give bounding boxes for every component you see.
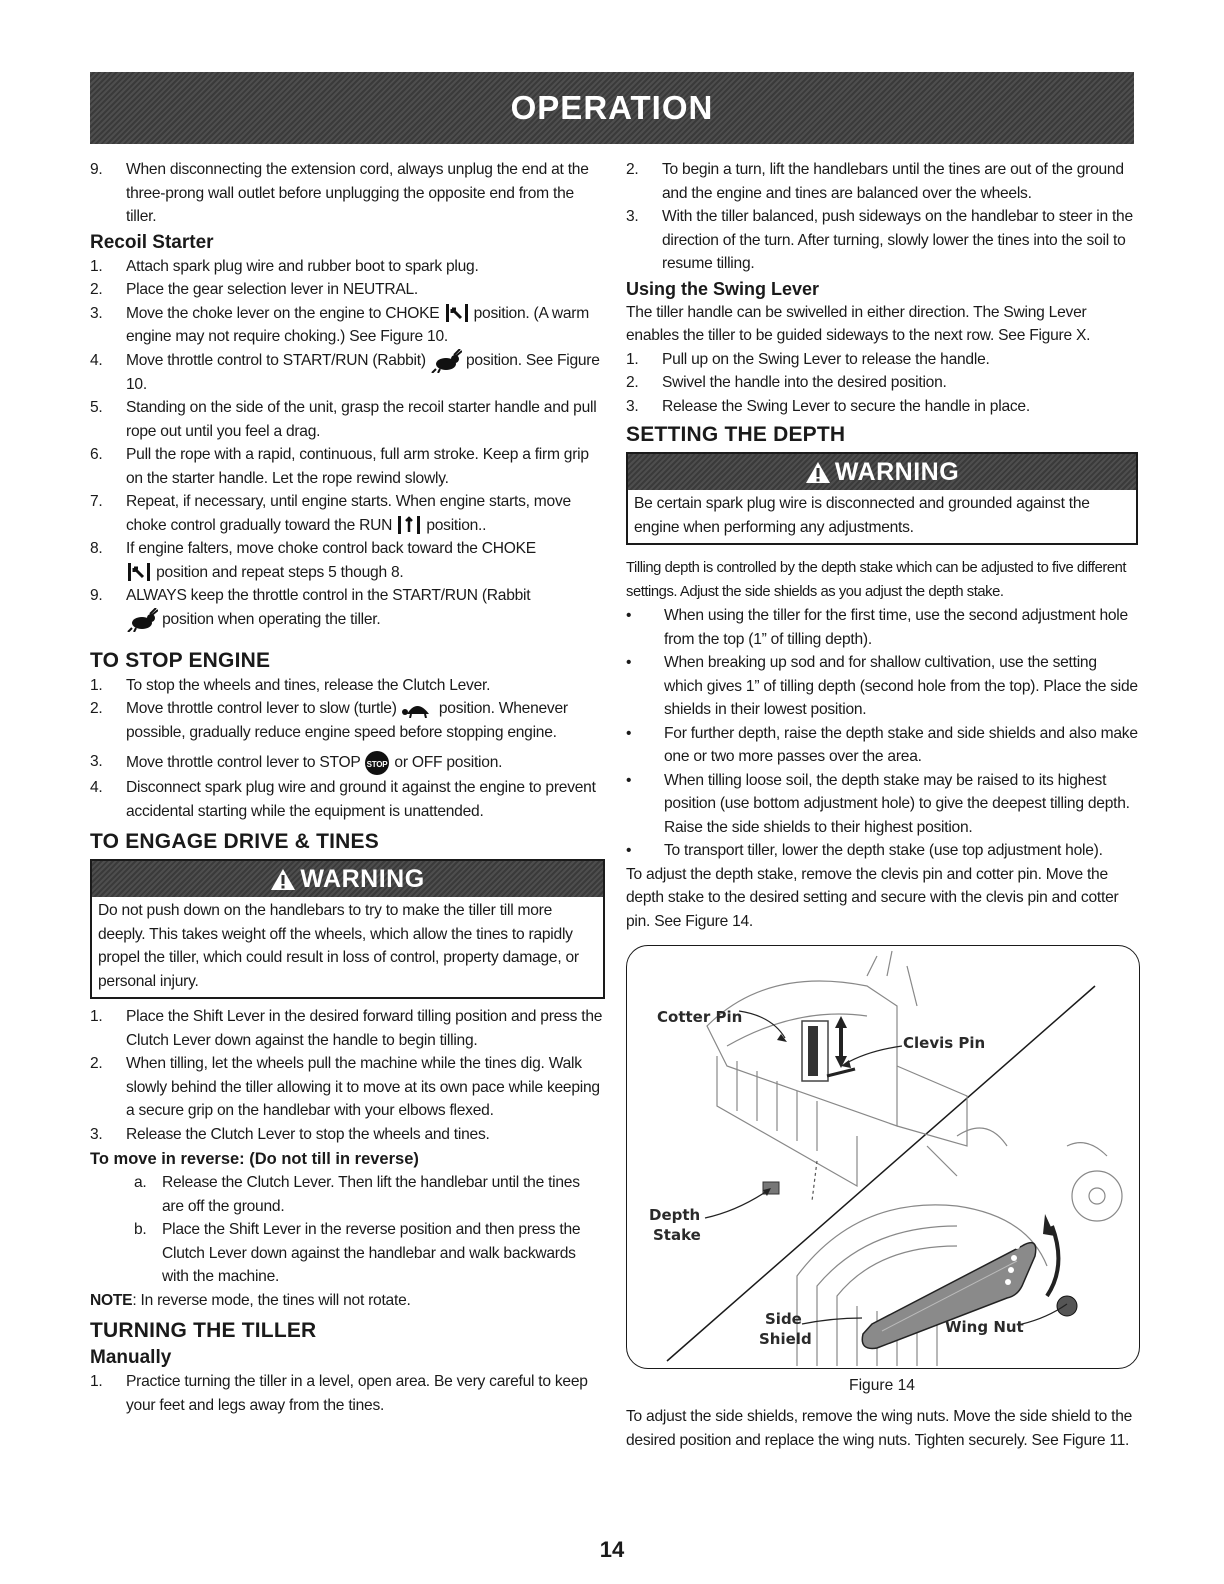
page-title: OPERATION [510, 89, 714, 126]
warning-text: Do not push down on the handlebars to try to make the tiller till more deeply. This takes weight off the wheels, which allow the tines to rapidly propel the tiller, which could result in loss of control, property damage, or personal injury. [98, 902, 579, 990]
list-item: 9. ALWAYS keep the throttle control in the START/RUN (Rabbit position when operating the tiller. [90, 584, 605, 632]
manually-heading: Manually [90, 1347, 172, 1368]
depth-stake-label-1: Depth [649, 1206, 701, 1224]
list-item: 4. Disconnect spark plug wire and ground it against the engine to prevent accidental starting while the equipment is unattended. [90, 779, 596, 820]
svg-text:STOP: STOP [366, 760, 388, 769]
stop-icon [364, 750, 390, 776]
side-shield-label-1: Side [765, 1310, 802, 1328]
list-item: 1. Attach spark plug wire and rubber boot to spark plug. [90, 257, 479, 275]
list-item: 3. Move the choke lever on the engine to CHOKE position. (A warm engine may not require choking.) See Figure 10. [90, 304, 589, 345]
reverse-heading: To move in reverse: (Do not till in reverse) [90, 1150, 419, 1168]
list-item: 9. When disconnecting the extension cord, always unplug the end at the three-prong wall outlet before unplugging the opposite end from the tiller. [90, 161, 589, 225]
turning-heading: TURNING THE TILLER [90, 1319, 317, 1342]
list-item: • When using the tiller for the first time, use the second adjustment hole from the top (1” of tilling depth). [626, 607, 1128, 648]
list-item: 3. Release the Swing Lever to secure the handle in place. [626, 397, 1030, 415]
side-shield-text: To adjust the side shields, remove the wing nuts. Move the side shield to the desired position and replace the wing nuts. Tighten securely. See Figure 11. [626, 1408, 1133, 1449]
warning-box [90, 859, 605, 999]
choke-icon [444, 303, 470, 323]
list-item: 2. Place the gear selection lever in NEUTRAL. [90, 281, 418, 298]
turtle-icon [401, 700, 435, 718]
list-item: 5. Standing on the side of the unit, grasp the recoil starter handle and pull rope out until you feel a drag. [90, 399, 597, 440]
cotter-pin-label: Cotter Pin [657, 1008, 743, 1026]
list-item: 8. If engine falters, move choke control back toward the CHOKE position and repeat steps 5 though 8. [90, 540, 536, 581]
list-item: 3. Release the Clutch Lever to stop the wheels and tines. [90, 1125, 490, 1143]
note: NOTE: In reverse mode, the tines will not rotate. [90, 1291, 411, 1309]
engage-drive-heading: TO ENGAGE DRIVE & TINES [90, 830, 379, 853]
list-item: • For further depth, raise the depth stake and side shields and also make one or two more passes over the area. [626, 724, 1138, 765]
list-item: • When tilling loose soil, the depth stake may be raised to its highest position (use bottom adjustment hole) to give the deepest tilling depth. Raise the side shields to their highest position. [626, 771, 1130, 836]
list-item: 2. To begin a turn, lift the handlebars until the tines are out of the ground and the engine and tines are balanced over the wheels. [626, 161, 1124, 202]
setting-depth-heading: SETTING THE DEPTH [626, 423, 846, 446]
wing-nut-label: Wing Nut [945, 1318, 1024, 1336]
warning-triangle-icon [270, 868, 296, 891]
list-item: • To transport tiller, lower the depth stake (use top adjustment hole). [626, 842, 1103, 859]
depth-stake-label-2: Stake [653, 1226, 701, 1244]
depth-adjust-text: To adjust the depth stake, remove the clevis pin and cotter pin. Move the depth stake to the desired setting and secure with the clevis pin and cotter pin. See Figure 14. [626, 865, 1119, 930]
list-item: 1. Pull up on the Swing Lever to release the handle. [626, 350, 990, 368]
side-shield-label-2: Shield [759, 1330, 812, 1348]
stop-engine-heading: TO STOP ENGINE [90, 648, 271, 672]
rabbit-icon [430, 349, 462, 373]
list-item: 7. Repeat, if necessary, until engine starts. When engine starts, move choke control gradually toward the RUN position.. [90, 493, 571, 534]
recoil-starter-heading: Recoil Starter [90, 231, 214, 253]
list-item: 3. With the tiller balanced, push sideways on the handlebar to steer in the direction of the turn. After turning, slowly lower the tines into the soil to resume tilling. [626, 208, 1133, 272]
figure-caption: Figure 14 [849, 1377, 915, 1394]
list-item: 1. To stop the wheels and tines, release the Clutch Lever. [90, 676, 491, 694]
warning-header: WARNING [628, 454, 1136, 490]
list-item: a. Release the Clutch Lever. Then lift the handlebar until the tines are off the ground. [134, 1174, 580, 1215]
right-column [626, 158, 1138, 1452]
rabbit-icon [126, 608, 158, 632]
warning-triangle-icon [805, 461, 831, 484]
list-item: 4. Move throttle control to START/RUN (Rabbit) position. See Figure 10. [90, 349, 605, 397]
warning-text: Be certain spark plug wire is disconnected and grounded against the engine when performing any adjustments. [634, 495, 1090, 536]
page-banner [90, 72, 1134, 144]
list-item: 2. Move throttle control lever to slow (turtle) position. Whenever possible, gradually reduce engine speed before stopping engine. [90, 700, 568, 741]
figure-14 [626, 945, 1140, 1369]
list-item: 3. Move throttle control lever to STOP STOP or OFF position. [90, 750, 605, 776]
list-item: b. Place the Shift Lever in the reverse position and then press the Clutch Lever down against the handlebar and walk backwards with the machine. [134, 1221, 581, 1285]
list-item: 1. Practice turning the tiller in a level, open area. Be very careful to keep your feet and legs away from the tines. [90, 1373, 588, 1414]
swing-intro: The tiller handle can be swivelled in either direction. The Swing Lever enables the tiller to be guided sideways to the next row. See Figure X. [626, 303, 1091, 344]
swing-lever-heading: Using the Swing Lever [626, 278, 820, 299]
run-icon [396, 515, 422, 535]
clevis-pin-label: Clevis Pin [903, 1034, 986, 1052]
left-column [90, 158, 605, 1417]
warning-header: WARNING [92, 861, 603, 897]
depth-intro: Tilling depth is controlled by the depth stake which can be adjusted to five different settings. Adjust the side shields as you adjust the depth stake. [626, 560, 1127, 600]
list-item: 6. Pull the rope with a rapid, continuous, full arm stroke. Keep a firm grip on the starter handle. Let the rope rewind slowly. [90, 446, 589, 487]
choke-icon [126, 562, 152, 582]
page-number: 14 [599, 1537, 625, 1562]
list-item: 2. Swivel the handle into the desired position. [626, 374, 947, 391]
warning-box [626, 452, 1138, 545]
list-item: 1. Place the Shift Lever in the desired forward tilling position and press the Clutch Lever down against the handle to begin tilling. [90, 1008, 603, 1049]
list-item: • When breaking up sod and for shallow cultivation, use the setting which gives 1” of tilling depth (second hole from the top). Place the side shields in their lowest position. [626, 654, 1138, 718]
list-item: 2. When tilling, let the wheels pull the machine while the tines dig. Walk slowly behind the tiller allowing it to move at its own pace while keeping a secure grip on the handlebar with your elbows flexed. [90, 1055, 600, 1119]
